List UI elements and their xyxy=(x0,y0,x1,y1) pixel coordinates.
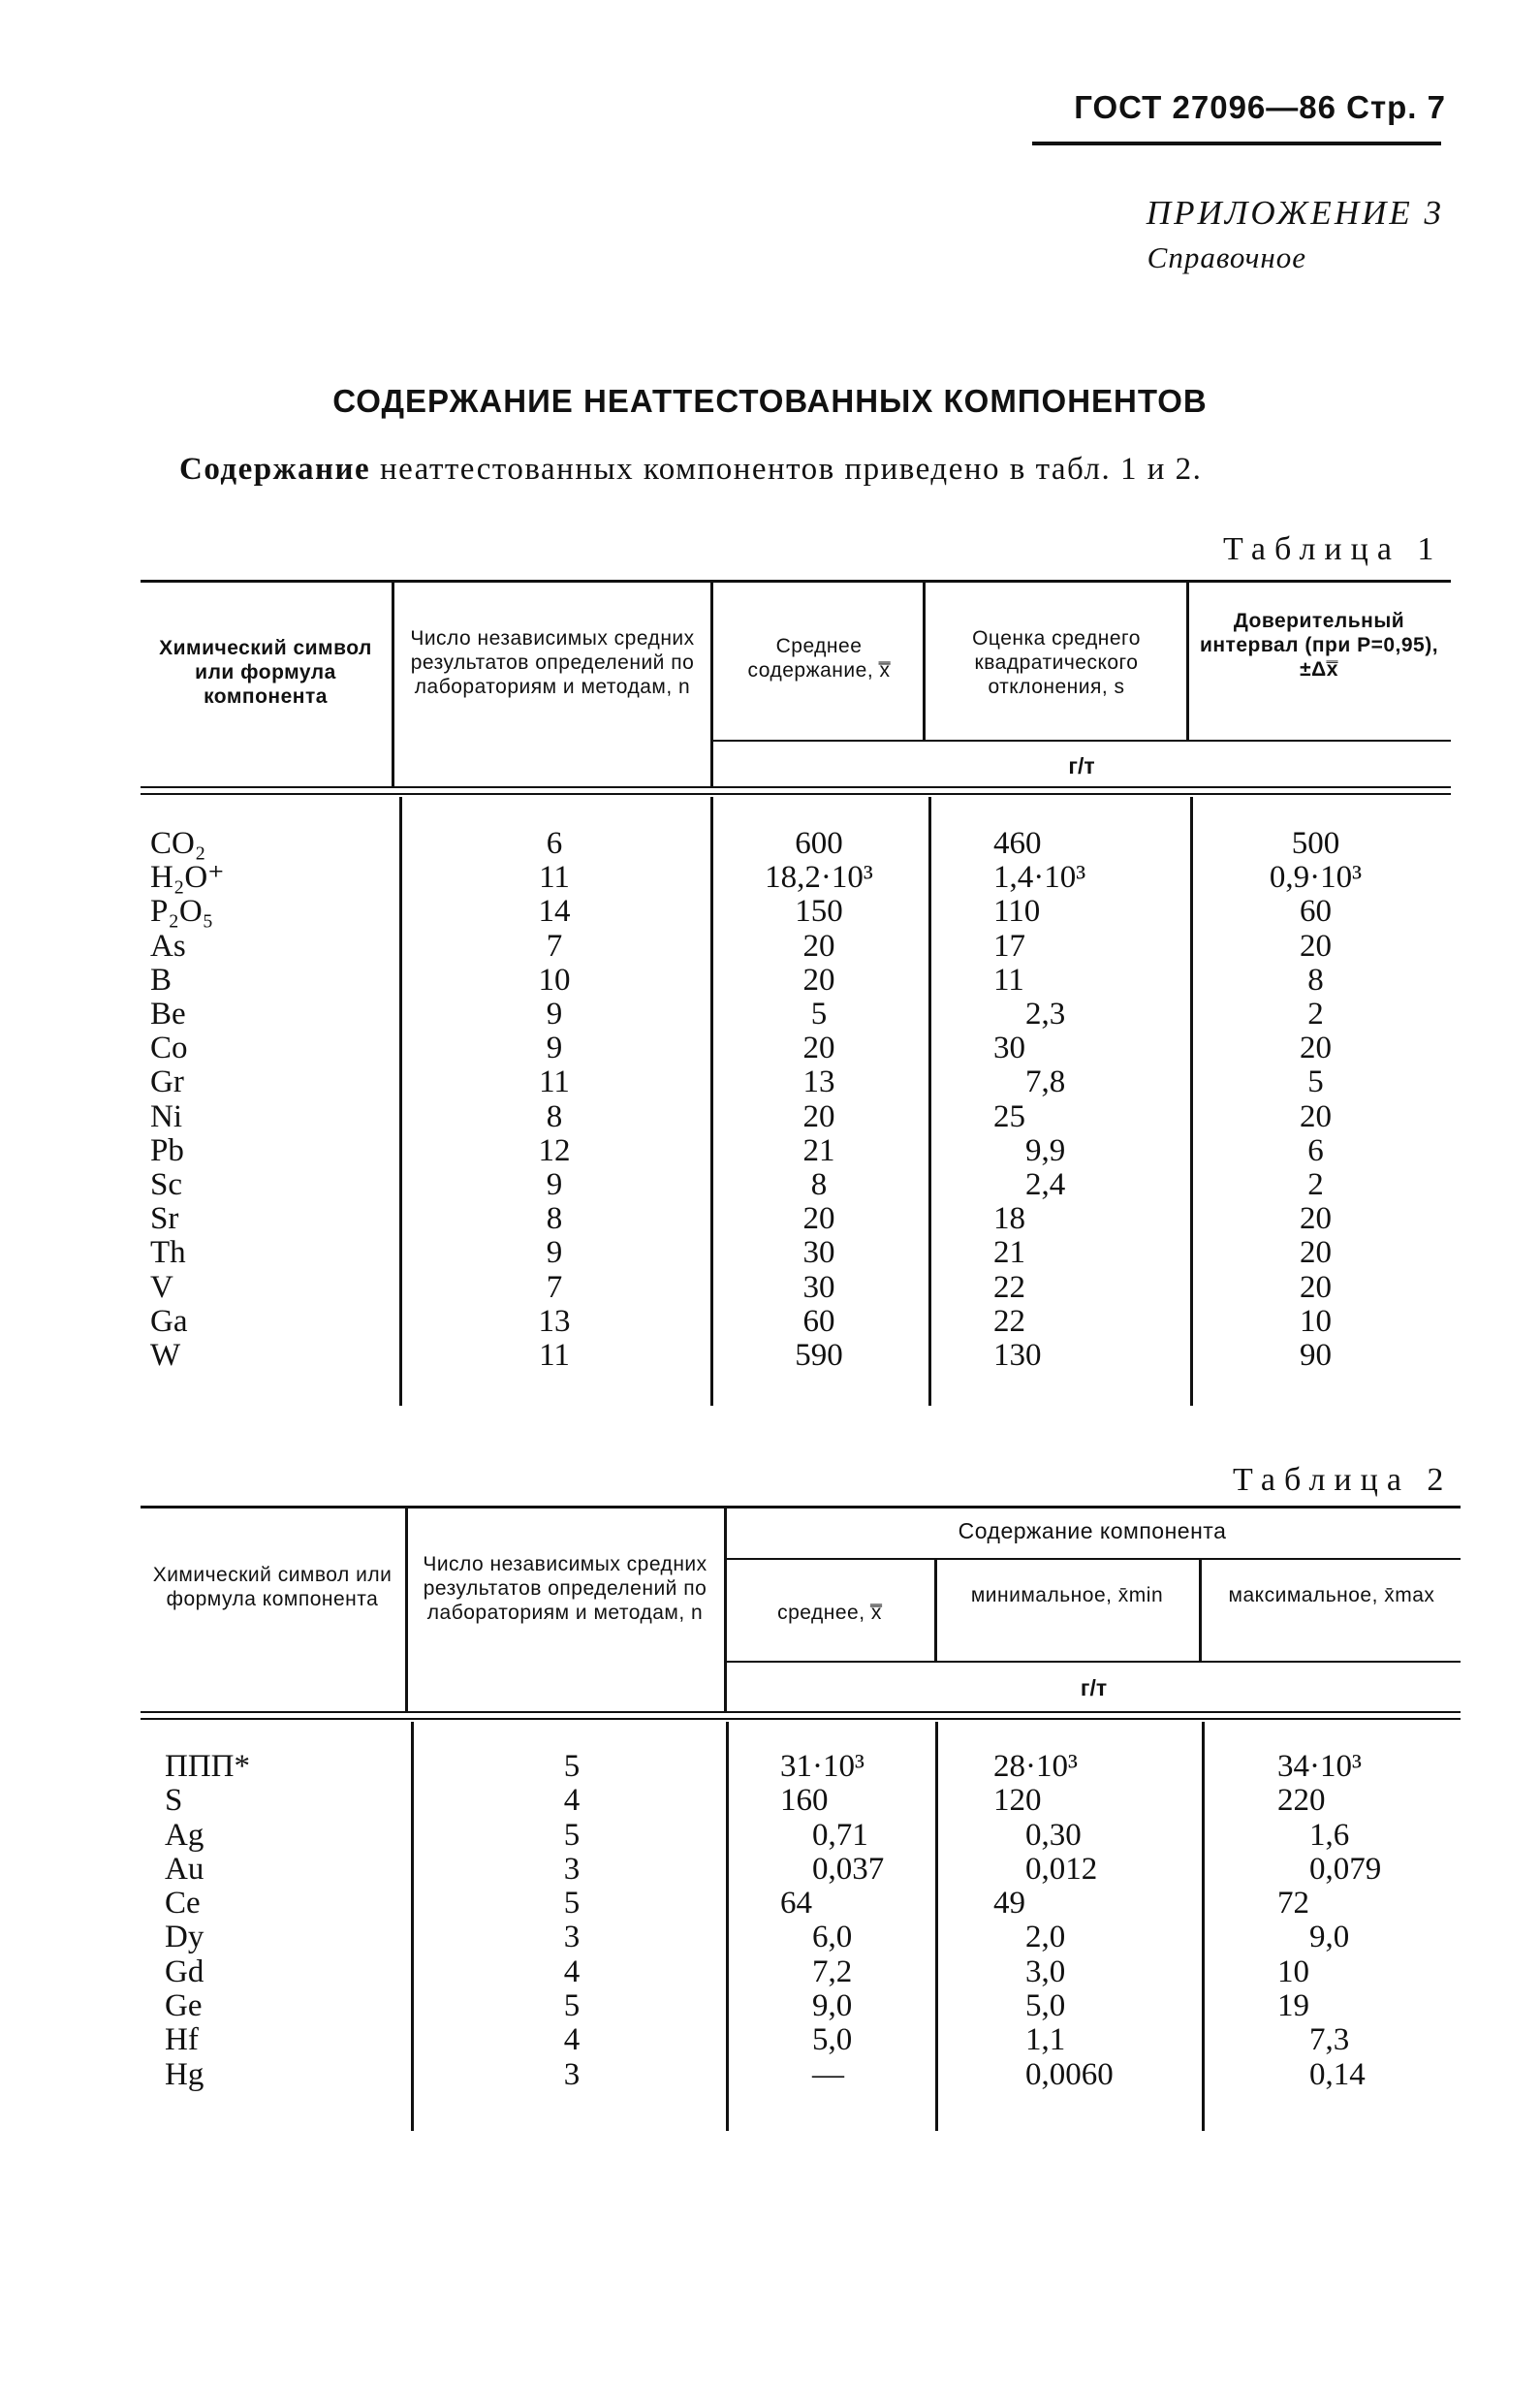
table1-header-mean: Среднее содержание, x̿ xyxy=(747,635,891,682)
table2-max-column: 34·10³ 220 1,6 0,079 72 9,0 10 19 7,3 0,14 xyxy=(1277,1749,1382,2092)
table1-sd-column: 460 1,4·10³ 110 17 11 2,3 30 7,8 25 9,9 2,4 18 21 22 22 130 xyxy=(993,826,1086,1374)
section-title: СОДЕРЖАНИЕ НЕАТТЕСТОВАННЫХ КОМПОНЕНТОВ xyxy=(332,383,1208,419)
table2-top-rule xyxy=(141,1506,1461,1509)
header-rule xyxy=(1032,142,1441,145)
table1-header-sd: Оценка среднего квадратического отклонения, s xyxy=(972,627,1141,698)
table1-mean-column: 600 18,2·10³ 150 20 20 5 20 13 20 21 8 20 30 30 60 590 xyxy=(765,826,873,1374)
table2-header-max: максимальное, x̄max xyxy=(1228,1584,1435,1606)
table2-header-min: минимальное, x̄min xyxy=(970,1584,1164,1606)
appendix-type: Справочное xyxy=(1147,240,1306,274)
table1-unit-label: г/т xyxy=(1068,753,1095,778)
table1-caption: Таблица 1 xyxy=(1223,531,1443,567)
table2-header-rule-b xyxy=(141,1718,1461,1720)
table2-body-vline-2 xyxy=(726,1722,729,2131)
table2-caption: Таблица 2 xyxy=(1233,1462,1453,1498)
intro-text: неаттестованных компонентов приведено в табл. 1 и 2. xyxy=(370,452,1203,487)
table2-vline-4 xyxy=(1199,1560,1202,1661)
table1-body-vline-4 xyxy=(1190,797,1193,1406)
table2-header-rule-a xyxy=(141,1711,1461,1713)
table2-vline-1 xyxy=(405,1508,408,1711)
table2-count-column: 5 4 5 3 5 3 4 5 4 3 xyxy=(563,1749,581,2092)
table1-vline-1 xyxy=(392,582,394,786)
table2-body-vline-3 xyxy=(935,1722,938,2131)
table1-header-rule-a xyxy=(141,786,1451,788)
table2-symbol-column: ППП* S Ag Au Ce Dy Gd Ge Hf Hg xyxy=(165,1749,250,2092)
intro-paragraph xyxy=(179,452,1202,488)
table1-vline-4 xyxy=(1186,582,1189,740)
table2-min-column: 28·10³ 120 0,30 0,012 49 2,0 3,0 5,0 1,1 0,0060 xyxy=(993,1749,1114,2092)
table1-header-ci: Доверительный интервал (при P=0,95), ±Δx̿ xyxy=(1199,610,1439,681)
table2-body-vline-1 xyxy=(411,1722,414,2131)
table2-group-rule xyxy=(727,1558,1461,1560)
table2-header-mean: среднее, x̿ xyxy=(777,1602,882,1624)
intro-lead: Содержание xyxy=(179,452,371,487)
table2-header-group: Содержание компонента xyxy=(958,1518,1227,1543)
table2-mean-column: 31·10³ 160 0,71 0,037 64 6,0 7,2 9,0 5,0 — xyxy=(780,1749,885,2092)
table1-body-vline-3 xyxy=(928,797,931,1406)
document-reference: ГОСТ 27096—86 Стр. 7 xyxy=(1074,89,1446,125)
table2-vline-3 xyxy=(934,1560,937,1661)
table1-vline-3 xyxy=(923,582,926,740)
table2-header-count: Число независимых средних результатов определений по лабораториям и методам, n xyxy=(423,1553,707,1624)
table1-header-symbol: Химический символ или формула компонента xyxy=(159,637,372,708)
table2-header-symbol: Химический символ или формула компонента xyxy=(152,1564,393,1610)
table1-ci-column: 500 0,9·10³ 60 20 8 2 20 5 20 6 2 20 20 20 10 90 xyxy=(1269,826,1363,1374)
table2-body-vline-4 xyxy=(1202,1722,1205,2131)
appendix-label: ПРИЛОЖЕНИЕ 3 xyxy=(1146,194,1444,232)
table1-top-rule xyxy=(141,580,1451,583)
table1-symbol-column: CO₂ H₂O⁺ P₂O₅ As B Be Co Gr Ni Pb Sc Sr Th V Ga W xyxy=(150,826,225,1374)
table1-header-rule-b xyxy=(141,793,1451,795)
table2-unit-rule xyxy=(727,1661,1461,1663)
table2-unit-label: г/т xyxy=(1080,1675,1108,1700)
table1-header-count: Число независимых средних результатов определений по лабораториям и методам, n xyxy=(410,627,695,698)
table1-count-column: 6 11 14 7 10 9 9 11 8 12 9 8 9 7 13 11 xyxy=(538,826,571,1374)
table1-body-vline-1 xyxy=(399,797,402,1406)
table1-body-vline-2 xyxy=(710,797,713,1406)
table1-unit-rule xyxy=(712,740,1451,742)
